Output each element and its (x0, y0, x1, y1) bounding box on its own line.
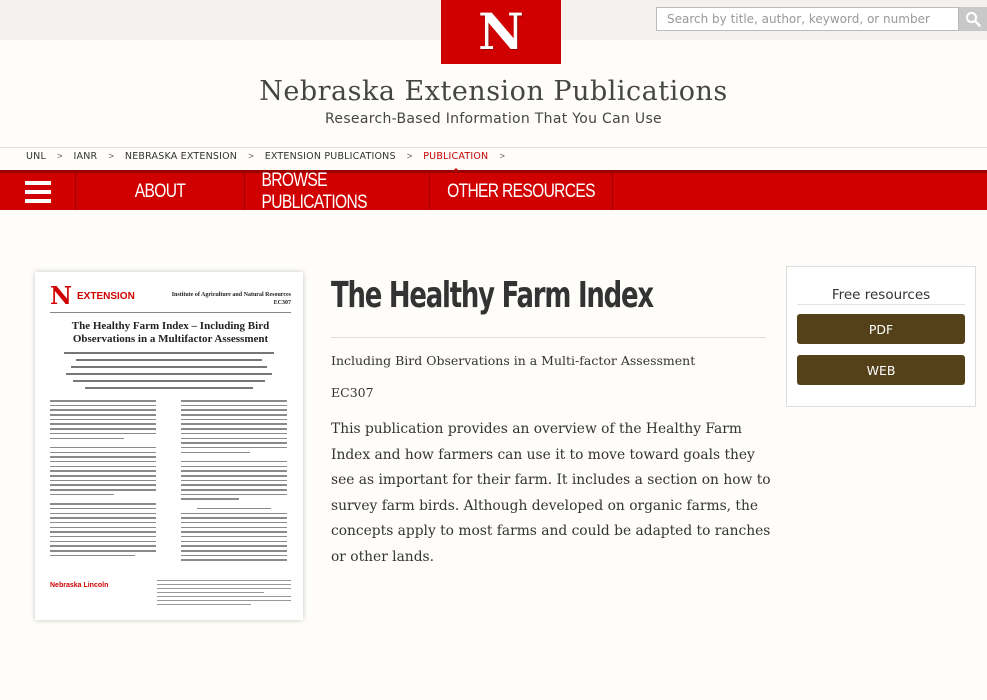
pdf-button[interactable]: PDF (797, 314, 965, 344)
cover-divider (50, 312, 291, 313)
cover-institute-name: Institute of Agriculture and Natural Resources (171, 292, 291, 298)
publication-cover-image[interactable] (35, 272, 303, 620)
cover-footer-brand: Nebraska Lincoln (50, 582, 109, 589)
search-input[interactable] (656, 7, 959, 31)
main-nav (0, 169, 987, 213)
cover-title: The Healthy Farm Index – Including Bird Observations in a Multifactor Assessment (71, 320, 270, 345)
publication-code: EC307 (331, 385, 374, 400)
breadcrumb-separator: > (56, 151, 63, 162)
cover-text-column-right (181, 400, 287, 564)
nav-other-resources[interactable]: OTHER RESOURCES (447, 180, 595, 202)
cover-logo (50, 281, 135, 310)
unl-logo[interactable] (441, 0, 561, 64)
cover-code: EC307 (273, 300, 291, 306)
nav-divider (429, 173, 430, 210)
free-resources-panel (786, 266, 976, 407)
breadcrumb-separator: > (248, 151, 254, 162)
breadcrumb (0, 147, 987, 170)
cover-logo-letter: N (50, 284, 74, 308)
web-button[interactable]: WEB (797, 355, 965, 385)
title-divider (331, 337, 766, 338)
site-title[interactable]: Nebraska Extension Publications (259, 76, 728, 107)
site-tagline: Research-Based Information That You Can Use (325, 111, 662, 127)
hamburger-icon (25, 181, 51, 203)
breadcrumb-ianr[interactable]: IANR (73, 151, 98, 162)
cover-brand: EXTENSION (77, 290, 135, 302)
breadcrumb-separator: > (406, 151, 413, 162)
search-button[interactable] (959, 7, 987, 31)
nav-divider (244, 173, 245, 210)
nav-divider (612, 173, 613, 210)
cover-author-lines (55, 352, 283, 394)
publication-subtitle: Including Bird Observations in a Multi-factor Assessment (331, 353, 696, 368)
free-resources-title: Free resources (831, 287, 931, 303)
cover-text-column-left (50, 400, 156, 559)
breadcrumb-unl[interactable]: UNL (26, 151, 46, 162)
breadcrumb-current: PUBLICATION (423, 151, 489, 162)
unl-logo-letter: N (478, 2, 524, 61)
breadcrumb-nebraska-extension[interactable]: NEBRASKA EXTENSION (124, 151, 238, 162)
breadcrumb-separator: > (499, 151, 505, 162)
cover-institute (172, 291, 291, 307)
free-resources-divider (797, 304, 965, 305)
nav-about[interactable]: ABOUT (134, 180, 186, 202)
nav-browse-publications[interactable]: BROWSE PUBLICATIONS (261, 169, 367, 213)
menu-button[interactable] (0, 173, 76, 210)
publication-title: The Healthy Farm Index (331, 275, 653, 316)
breadcrumb-separator: > (108, 151, 114, 162)
publication-description: This publication provides an overview of the Healthy Farm Index and how farmers can use it to move toward goals they see as important for their farm. It includes a section on how to survey farm birds. Although developed on organic farms, the concepts apply to most farms and could be adapted to ranches or other lands. (331, 421, 771, 565)
search-icon (965, 11, 981, 27)
cover-footer-lines (157, 580, 291, 608)
breadcrumb-extension-publications[interactable]: EXTENSION PUBLICATIONS (264, 151, 396, 162)
